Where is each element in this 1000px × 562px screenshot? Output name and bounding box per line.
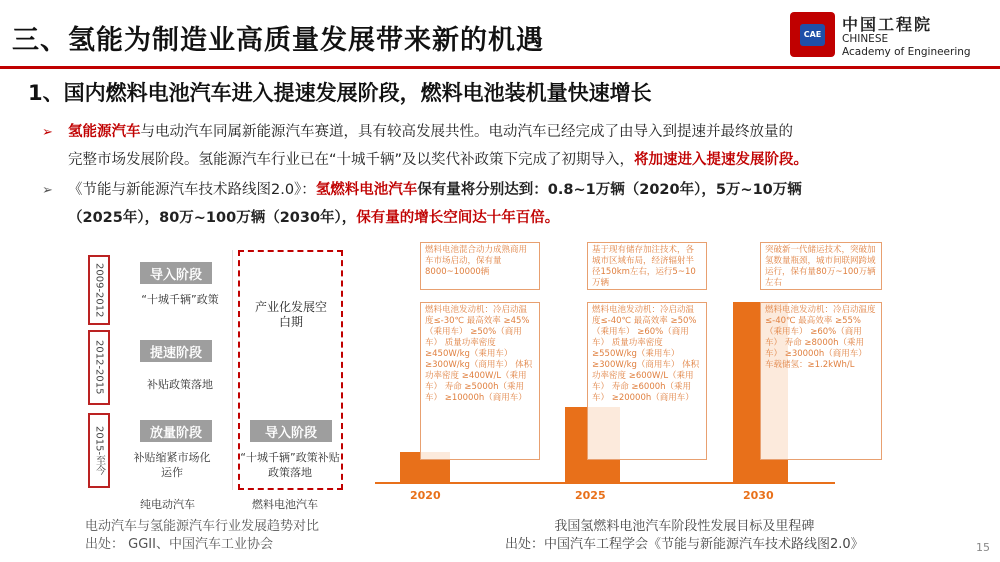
target-box-2025: 燃料电池发动机：冷启动温度≤-40℃ 最高效率 ≥50%（乘用车） ≥60%（商用车） 质量功率密度 ≥550W/kg（乘用车） ≥300W/kg（商用车） 体积功率密度 ≥600W/L（乘用车） 寿命 ≥6000h（乘用车） ≥20000h（商用车） [587, 302, 707, 460]
left-caption-line1: 电动汽车与氢能源汽车行业发展趋势对比 [85, 519, 320, 534]
milestone-box-2030: 突破新一代储运技术，突破加氢数量瓶颈，城市间联网跨域运行，保有量80万~100万辆左右 [760, 242, 882, 290]
logo-cn-text: 中国工程院 [842, 15, 933, 34]
year-label-2030: 2030 [743, 489, 774, 502]
ev-vs-fc-diagram [80, 245, 360, 515]
target-box-2020: 燃料电池发动机：冷启动温度≤-30℃ 最高效率 ≥45%（乘用车） ≥50%（商用车） 质量功率密度 ≥450W/kg（乘用车） ≥300W/kg（商用车） 体积功率密度 ≥400W/L（乘用车） 寿命 ≥5000h（乘用车） ≥10000h（商用车） [420, 302, 540, 460]
slide-title: 三、氢能为制造业高质量发展带来新的机遇 [12, 25, 544, 56]
ev-stage-intro-desc: “十城千辆”政策 [141, 293, 219, 306]
bullet2-paragraph [68, 176, 988, 232]
left-caption [85, 518, 319, 554]
header-divider [0, 66, 1000, 69]
fc-stage-intro-desc: “十城千辆”政策补贴政策落地 [240, 451, 340, 479]
year-label-2025: 2025 [575, 489, 606, 502]
cae-logo [790, 10, 995, 62]
fc-roadmap-chart [375, 242, 876, 507]
right-caption [505, 518, 864, 554]
left-caption-line2: 出处： GGII、中国汽车工业协会 [85, 537, 273, 552]
era-2015-now: 2015-至今 [88, 413, 110, 488]
ev-stage-speedup: 提速阶段 [140, 340, 212, 362]
ev-stage-intro: 导入阶段 [140, 262, 212, 284]
logo-mark-icon [790, 12, 835, 57]
milestone-box-2025: 基于现有储存加注技术，各城市区域布局，经济辐射半径150km左右，运行5~10万辆 [587, 242, 707, 290]
arrow-bullet-icon: ➢ [42, 125, 53, 140]
target-box-2030: 燃料电池发动机：冷启动温度≤-40℃ 最高效率 ≥55%（乘用车） ≥60%（商用车） 寿命 ≥8000h（乘用车） ≥30000h（商用车） 车载储氢：≥1.2kWh/L [760, 302, 882, 460]
bullet2-red-tail: 保有量的增长空间达十年百倍。 [356, 210, 560, 226]
ev-stage-volume-desc: 补贴缩紧市场化运作 [133, 451, 211, 479]
era-2012-2015: 2012-2015 [88, 330, 110, 405]
fc-gap-text: 产业化发展空白期 [254, 300, 327, 329]
column-divider [232, 250, 233, 490]
chart-axis [375, 482, 835, 484]
logo-en-line2: Academy of Engineering [842, 46, 971, 58]
bullet2-text-a: 《节能与新能源汽车技术路线图2.0》： [68, 182, 316, 198]
logo-mark-text: CAE [800, 24, 825, 46]
year-label-2020: 2020 [410, 489, 441, 502]
bullet1-text-b: 完整市场发展阶段。氢能源汽车行业已在“十城千辆”及以奖代补政策下完成了初期导入， [68, 152, 635, 168]
ev-stage-volume: 放量阶段 [140, 420, 212, 442]
bullet1-text-a: 与电动汽车同属新能源汽车赛道，具有较高发展共性。电动汽车已经完成了由导入到提速并最终放量的 [140, 124, 793, 140]
col-fc-label: 燃料电池汽车 [252, 498, 318, 511]
milestone-box-2020: 燃料电池混合动力成熟商用车市场启动，保有量8000~10000辆 [420, 242, 540, 290]
col-ev-label: 纯电动汽车 [140, 498, 195, 511]
triangle-bullet-icon: ➢ [42, 183, 53, 198]
logo-en-line1: CHINESE [842, 33, 889, 45]
right-caption-line2: 出处：中国汽车工程学会《节能与新能源汽车技术路线图2.0》 [505, 537, 864, 552]
right-caption-line1: 我国氢燃料电池汽车阶段性发展目标及里程碑 [554, 519, 815, 534]
bullet2-text-b: 保有量将分别达到：0.8~1万辆（2020年），5万~10万辆 [417, 182, 802, 198]
page-number: 15 [976, 541, 990, 554]
fc-stage-intro: 导入阶段 [250, 420, 332, 442]
bullet2-text-c: （2025年），80万~100万辆（2030年）， [68, 210, 357, 226]
era-2009-2012: 2009-2012 [88, 255, 110, 325]
bullet1-highlight: 氢能源汽车 [68, 124, 141, 140]
ev-stage-speedup-desc: 补贴政策落地 [147, 378, 213, 391]
bullet2-highlight: 氢燃料电池汽车 [315, 182, 418, 198]
section-subtitle: 1、国内燃料电池汽车进入提速发展阶段，燃料电池装机量快速增长 [28, 81, 652, 105]
bullet1-paragraph [68, 118, 988, 174]
bullet1-red-tail: 将加速进入提速发展阶段。 [634, 152, 809, 168]
header-bar [0, 0, 1000, 66]
